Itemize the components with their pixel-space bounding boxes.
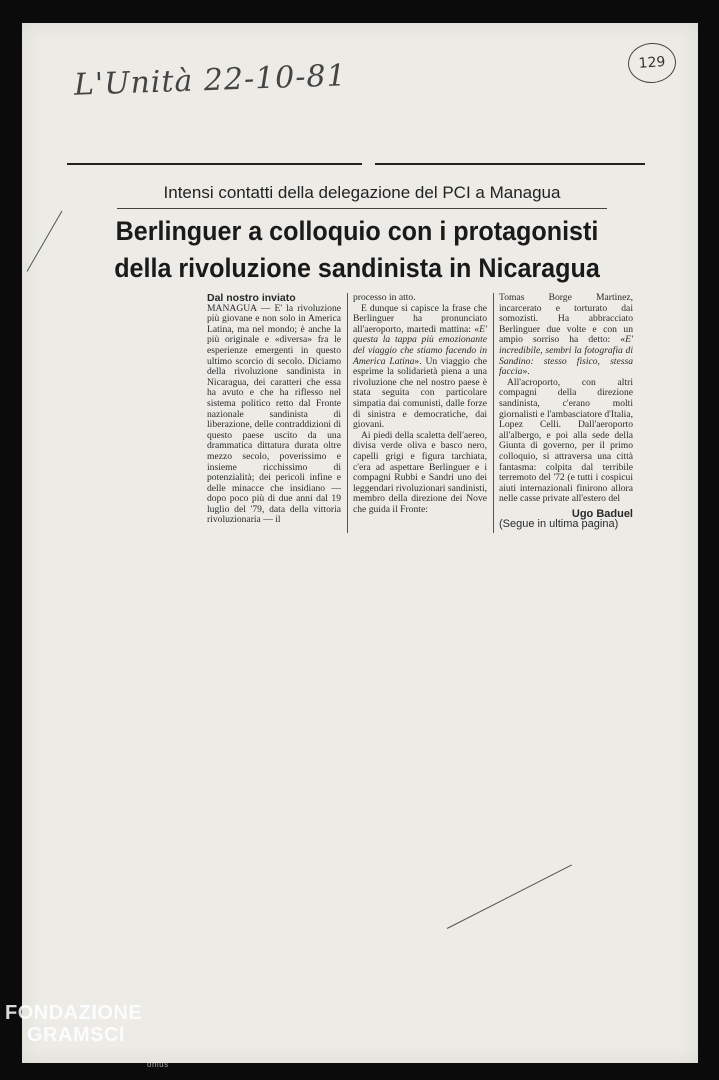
watermark-line-1: FONDAZIONE	[5, 1002, 143, 1024]
watermark-line-2: GRAMSCI	[27, 1024, 125, 1046]
column-2	[353, 293, 487, 515]
archival-sheet	[22, 23, 698, 1063]
col2-p2b: ». Un viaggio che esprime la solidarietà piena a una rivoluzione che nel nostro paese è stata seguita con particolare simpatia dai comunisti, dalle forze di sinistra e democratiche, dai giovani.	[353, 355, 487, 431]
col2-quote: E' questa la tappa più emozionante del viaggio che stiamo facendo in America Latina	[353, 323, 487, 367]
article-kicker: Intensi contatti della delegazione del PCI a Managua	[163, 183, 561, 202]
author-signature: Ugo Baduel	[571, 507, 633, 520]
column-3	[499, 293, 633, 530]
handwritten-source-note: L'Unità 22-10-81	[73, 58, 348, 103]
newspaper-clipping	[67, 163, 634, 623]
archive-watermark	[5, 1002, 169, 1069]
col3-p1b: ».	[522, 366, 530, 378]
column-separator	[347, 293, 348, 533]
top-rule-left	[67, 163, 362, 165]
col3-paragraph-2: All'acroporto, con altri compagni della direzione sandinista, c'erano molti giornalisti e l'ambasciatore d'Italia, Lopez Celli. Dall'aeroporto all'albergo, e poi alla sede della Giunta di governo, per il primo colloquio, si attraversa una città fantasma: colpita dal terribile terremoto del '72 (e tutti i cospicui aiuti internazionali finirono allora nelle casse private all'estero del	[499, 376, 633, 505]
pen-stroke	[27, 211, 63, 272]
col1-paragraph: MANAGUA — E' la rivoluzione più giovane e non solo in America Latina, ma nel mondo; è anche la più originale e «diversa» fra le esperienze emergenti in questo ultimo scorcio di secolo. Diciamo della rivoluzione sandinista in Nicaragua, dei caratteri che essa ha avuto e che ha riflesso nel sistema politico retto dal Fronte nazionale sandinista di liberazione, delle contraddizioni di questo paese uscito da una drammatica dittatura durata oltre mezzo secolo, poverissimo e insieme ricchissimo di potenzialità; dei pericoli infine e delle minacce che insidiano — dopo poco più di due anni dal 19 luglio del '79, data della vittoria rivoluzionaria — il	[207, 302, 341, 526]
pen-stroke	[447, 864, 572, 928]
article-body	[207, 293, 632, 533]
circled-page-number: 129	[627, 41, 678, 84]
col2-paragraph-3: Ai piedi della scaletta dell'aereo, divisa verde oliva e basco nero, capelli grigi e figura tarchiata, c'era ad aspettare Berlinguer e i compagni Rubbi e Sandri uno dei leggendari rivoluzionari sandinisti, membro della direzione dei Nove che guida il Fronte:	[353, 429, 488, 515]
column-separator	[493, 293, 494, 533]
col2-p2a: E dunque si capisce la frase che Berlinguer ha pronunciato all'aeroporto, martedì mattina: «	[353, 302, 487, 335]
col3-paragraph-1	[499, 293, 633, 378]
article-headline	[97, 213, 618, 287]
headline-line-1: Berlinguer a colloquio con i protagonisti	[115, 216, 599, 246]
headline-line-2: della rivoluzione sandinista in Nicaragua	[114, 253, 600, 283]
col3-p1a: Tomas Borge Martinez, incarcerato e torturato dai somozisti. Ha abbracciato Berlinguer due volte e con un ampio sorriso ha detto: «	[499, 292, 633, 346]
col2-paragraph-2	[353, 304, 487, 431]
watermark-line-3: onlus	[147, 1060, 169, 1069]
byline-head: Dal nostro inviato	[207, 292, 296, 304]
continued-note: (Segue in ultima pagina)	[499, 518, 619, 531]
col2-start: processo in atto.	[353, 292, 416, 303]
kicker-divider	[117, 208, 607, 209]
top-rule-right	[375, 163, 645, 165]
column-1	[207, 293, 341, 526]
col3-quote: E' incredibile, sembri la fotografia di Sandino: stesso fisico, stessa faccia	[499, 334, 633, 378]
